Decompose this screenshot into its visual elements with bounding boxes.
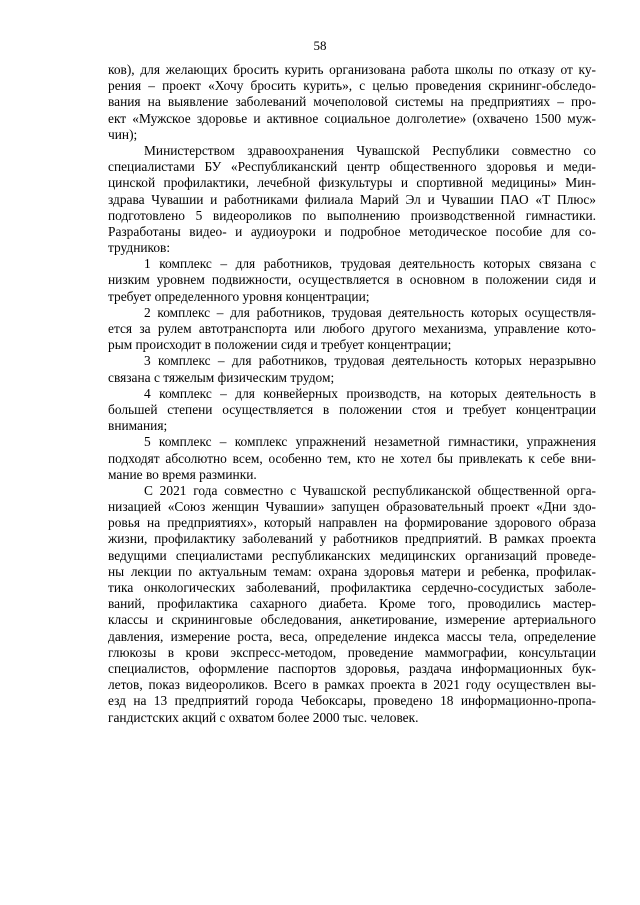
- text-line: ведущими специалистами республиканских медицинских организаций проведе-: [108, 547, 596, 563]
- text-line: тика онкологических заболеваний, профилактика сердечно-сосудистых заболе-: [108, 580, 596, 595]
- text-line: ны лекции по актуальным темам: охрана здоровья матери и ребенка, профилак-: [108, 563, 596, 579]
- text-line: вания на выявление заболеваний мочеполовой системы на предприятиях – про-: [108, 94, 596, 110]
- text-line: низким уровнем подвижности, осуществляется в основном в положении сидя и: [108, 272, 596, 288]
- paragraph: [108, 62, 596, 143]
- text-line: трудников:: [108, 240, 171, 256]
- text-line: Разработаны видео- и аудиоуроки и подробное методическое пособие для со-: [108, 223, 596, 239]
- text-line: специалистами БУ «Республиканский центр общественного здоровья и меди-: [108, 159, 596, 175]
- text-line: 4 комплекс – для конвейерных производств, на которых деятельность в: [144, 385, 596, 401]
- text-line: ваний, профилактика сахарного диабета. Кроме того, проводились мастер-: [108, 596, 596, 612]
- text-line: жизни, профилактику заболеваний у работников предприятий. В рамках проекта: [108, 531, 596, 547]
- paragraph: [108, 256, 596, 305]
- text-line: мание во время разминки.: [108, 466, 257, 482]
- paragraph: [108, 143, 596, 256]
- paragraph: [108, 305, 596, 354]
- page-number: 58: [313, 38, 327, 53]
- body-text: [108, 62, 596, 726]
- paragraph: [108, 434, 596, 483]
- text-line: здрава Чувашии и работниками филиала Марий Эл и Чувашии ПАО «Т Плюс»: [108, 191, 596, 207]
- text-line: специалистов, оформление паспортов здоровья, раздача информационных бук-: [108, 660, 596, 676]
- text-line: летов, показ видеороликов. Всего в рамках проекта в 2021 году осуществлен вы-: [108, 677, 596, 693]
- text-line: С 2021 года совместно с Чувашской республиканской общественной орга-: [144, 482, 596, 498]
- text-line: ков), для желающих бросить курить организована работа школы по отказу от ку-: [108, 62, 596, 77]
- text-line: 3 комплекс – для работников, трудовая деятельность которых неразрывно: [144, 353, 596, 369]
- text-line: низацией «Союз женщин Чувашии» запущен образовательный проект «Дни здо-: [108, 499, 596, 515]
- text-line: 2 комплекс – для работников, трудовая деятельность которых осуществля-: [144, 304, 596, 320]
- text-line: связана с тяжелым физическим трудом;: [108, 369, 335, 385]
- text-line: глюкозы в крови экспресс-методом, проведение маммографии, консультации: [108, 644, 596, 660]
- text-line: рым происходит в положении сидя и требует концентрации;: [108, 337, 452, 353]
- text-line: чин);: [108, 126, 138, 142]
- text-line: ект «Мужское здоровье и активное социальное долголетие» (охвачено 1500 муж-: [108, 110, 596, 126]
- text-line: 1 комплекс – для работников, трудовая деятельность которых связана с: [144, 256, 596, 272]
- text-line: цинской профилактики, лечебной физкультуры и спортивной медицины» Мин-: [108, 175, 596, 191]
- text-line: давления, измерение роста, веса, определение индекса массы тела, определение: [108, 628, 596, 644]
- paragraph: [108, 483, 596, 726]
- text-line: подходят абсолютно всем, особенно тем, кто не хотел бы привлекать к себе вни-: [108, 450, 596, 466]
- text-line: езд на 13 предприятий города Чебоксары, проведено 18 информационно-пропа-: [108, 693, 596, 709]
- text-line: Министерством здравоохранения Чувашской Республики совместно со: [144, 142, 596, 158]
- paragraph: [108, 386, 596, 435]
- text-line: 5 комплекс – комплекс упражнений незаметной гимнастики, упражнения: [144, 434, 596, 450]
- text-line: классы и скрининговые обследования, анкетирование, измерение артериального: [108, 612, 596, 628]
- text-line: требует определенного уровня концентрации;: [108, 288, 370, 304]
- text-line: подготовлено 5 видеороликов по выполнению производственной гимнастики.: [108, 207, 596, 223]
- paragraph: [108, 353, 596, 385]
- text-line: внимания;: [108, 418, 168, 434]
- text-line: ровья на предприятиях», который направлен на формирование здорового образа: [108, 515, 596, 531]
- text-line: большей степени осуществляется в положении стоя и требует концентрации: [108, 401, 596, 417]
- text-line: гандистских акций с охватом более 2000 тыс. человек.: [108, 709, 419, 725]
- text-line: рения – проект «Хочу бросить курить», с целью проведения скрининг-обследо-: [108, 78, 596, 94]
- text-line: ется за рулем автотранспорта или любого другого механизма, управление кото-: [108, 321, 596, 336]
